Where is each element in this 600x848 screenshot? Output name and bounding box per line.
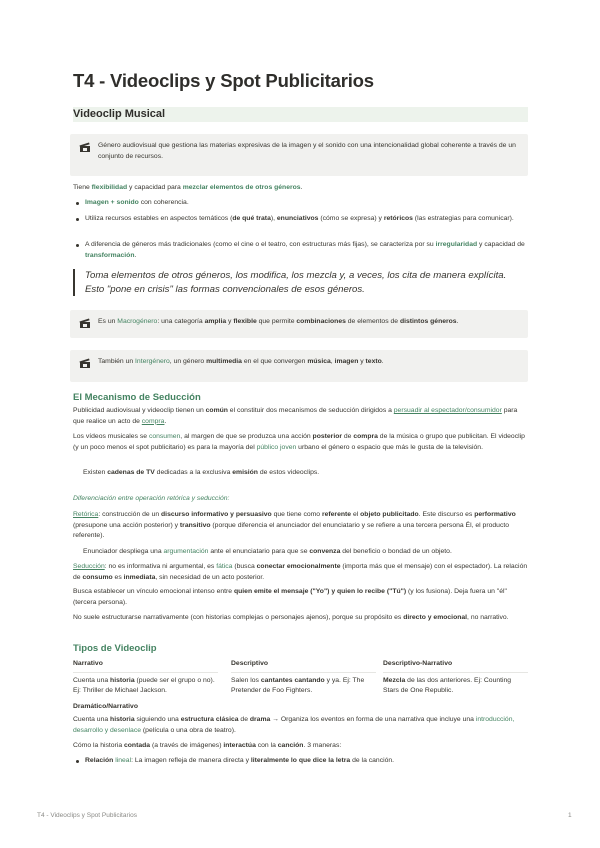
- column-descriptivo-narrativo: Descriptivo-Narrativo Mezcla de las dos anteriores. Ej: Counting Stars de One Republic.: [383, 659, 528, 697]
- section-heading-seduccion: El Mecanismo de Seducción: [73, 392, 201, 403]
- clapperboard-icon: [79, 358, 91, 368]
- section-heading-tipos: Tipos de Videoclip: [73, 643, 157, 654]
- paragraph: Publicidad audiovisual y videoclip tienen un común el constituir dos mecanismos de seducción dirigidos a persuadir al espectador/consumidor para que realice un acto de compra.: [73, 407, 518, 425]
- paragraph-retorica: Retórica: construcción de un discurso informativo y persuasivo que tiene como referente el objeto publicitado. Este discurso es performativo (presupone una acción posterior) y transitivo (porque diferencia el anunciador del enunciatario y se refiere a una tercera persona Él, el producto referente).: [73, 511, 516, 539]
- intro-paragraph: Tiene flexibilidad y capacidad para mezclar elementos de otros géneros.: [73, 184, 303, 191]
- paragraph: Cómo la historia contada (a través de imágenes) interactúa con la canción. 3 maneras:: [73, 742, 342, 749]
- dramatic-heading: Dramático/Narrativo: [73, 703, 138, 710]
- column-narrativo: Narrativo Cuenta una historia (puede ser el grupo o no). Ej: Thriller de Michael Jackson.: [73, 659, 218, 697]
- clapperboard-icon: [79, 142, 91, 152]
- paragraph-indented: Enunciador despliega una argumentación ante el enunciatario para que se convenza del beneficio o bondad de un objeto.: [83, 548, 452, 555]
- list-item: Imagen + sonido con coherencia.: [75, 198, 528, 209]
- types-columns: [73, 659, 528, 695]
- footer-title: T4 - Videoclips y Spot Publicitarios: [37, 812, 137, 819]
- quote-block: Toma elementos de otros géneros, los modifica, los mezcla y, a veces, los cita de manera explícita. Esto "pone en crisis" las formas convencionales de esos géneros.: [73, 269, 525, 296]
- list-item: Relación lineal: La imagen refleja de manera directa y literalmente lo que dice la letra de la canción.: [75, 756, 528, 767]
- paragraph: No suele estructurarse narrativamente (con historias complejas o personajes ajenos), porque su propósito es directo y emocional, no narrativo.: [73, 614, 509, 621]
- column-descriptivo: Descriptivo Salen los cantantes cantando y ya. Ej: The Pretender de Foo Fighters.: [231, 659, 376, 697]
- callout-macrogenero: Es un Macrogénero: una categoría amplia y flexible que permite combinaciones de elementos de distintos géneros.: [70, 310, 528, 338]
- subheading-diferenciacion: Diferenciación entre operación retórica y seducción:: [73, 495, 230, 502]
- callout-definition-text: Género audiovisual que gestiona las materias expresivas de la imagen y el sonido con una intencionalidad global coherente a través de un conjunto de recursos.: [98, 142, 516, 160]
- callout-intergenero: También un Intergénero, un género multimedia en el que convergen música, imagen y texto.: [70, 350, 528, 382]
- paragraph: Busca establecer un vínculo emocional intenso entre quien emite el mensaje ("Yo") y quien lo recibe ("Tú") (y los fusiona). Deja fuera un "él" (tercera persona).: [73, 588, 507, 606]
- paragraph: Cuenta una historia siguiendo una estructura clásica de drama → Organiza los eventos en forma de una narrativa que incluye una introducción, desarrollo y desenlace (película o una obra de teatro).: [73, 716, 515, 734]
- paragraph-seduccion: Seducción: no es informativa ni argumental, es fática (busca conectar emocionalmente (importa más que el mensaje) con el espectador). La relación de consumo es inmediata, sin necesidad de un acto posterior.: [73, 563, 528, 581]
- page-number: 1: [568, 812, 572, 819]
- list-item: A diferencia de géneros más tradicionales (como el cine o el teatro, con estructuras más fijas), se caracteriza por su irregularidad y capacidad de transformación.: [75, 240, 528, 261]
- callout-definition: [70, 134, 528, 176]
- paragraph-indented: Existen cadenas de TV dedicadas a la exclusiva emisión de estos videoclips.: [83, 469, 320, 476]
- list-item: Utiliza recursos estables en aspectos temáticos (de qué trata), enunciativos (cómo se expresa) y retóricos (las estrategias para comunicar).: [75, 214, 528, 225]
- paragraph: Los vídeos musicales se consumen, al margen de que se produzca una acción posterior de compra de la música o grupo que publicitan. El videoclip (y un poco menos el spot publicitario) es para la mayoría del público joven urbano el género o espacio que más le gusta de la televisión.: [73, 433, 525, 451]
- page-title: T4 - Videoclips y Spot Publicitarios: [73, 70, 374, 91]
- clapperboard-icon: [79, 318, 91, 328]
- section-heading-videoclip: Videoclip Musical: [73, 107, 528, 122]
